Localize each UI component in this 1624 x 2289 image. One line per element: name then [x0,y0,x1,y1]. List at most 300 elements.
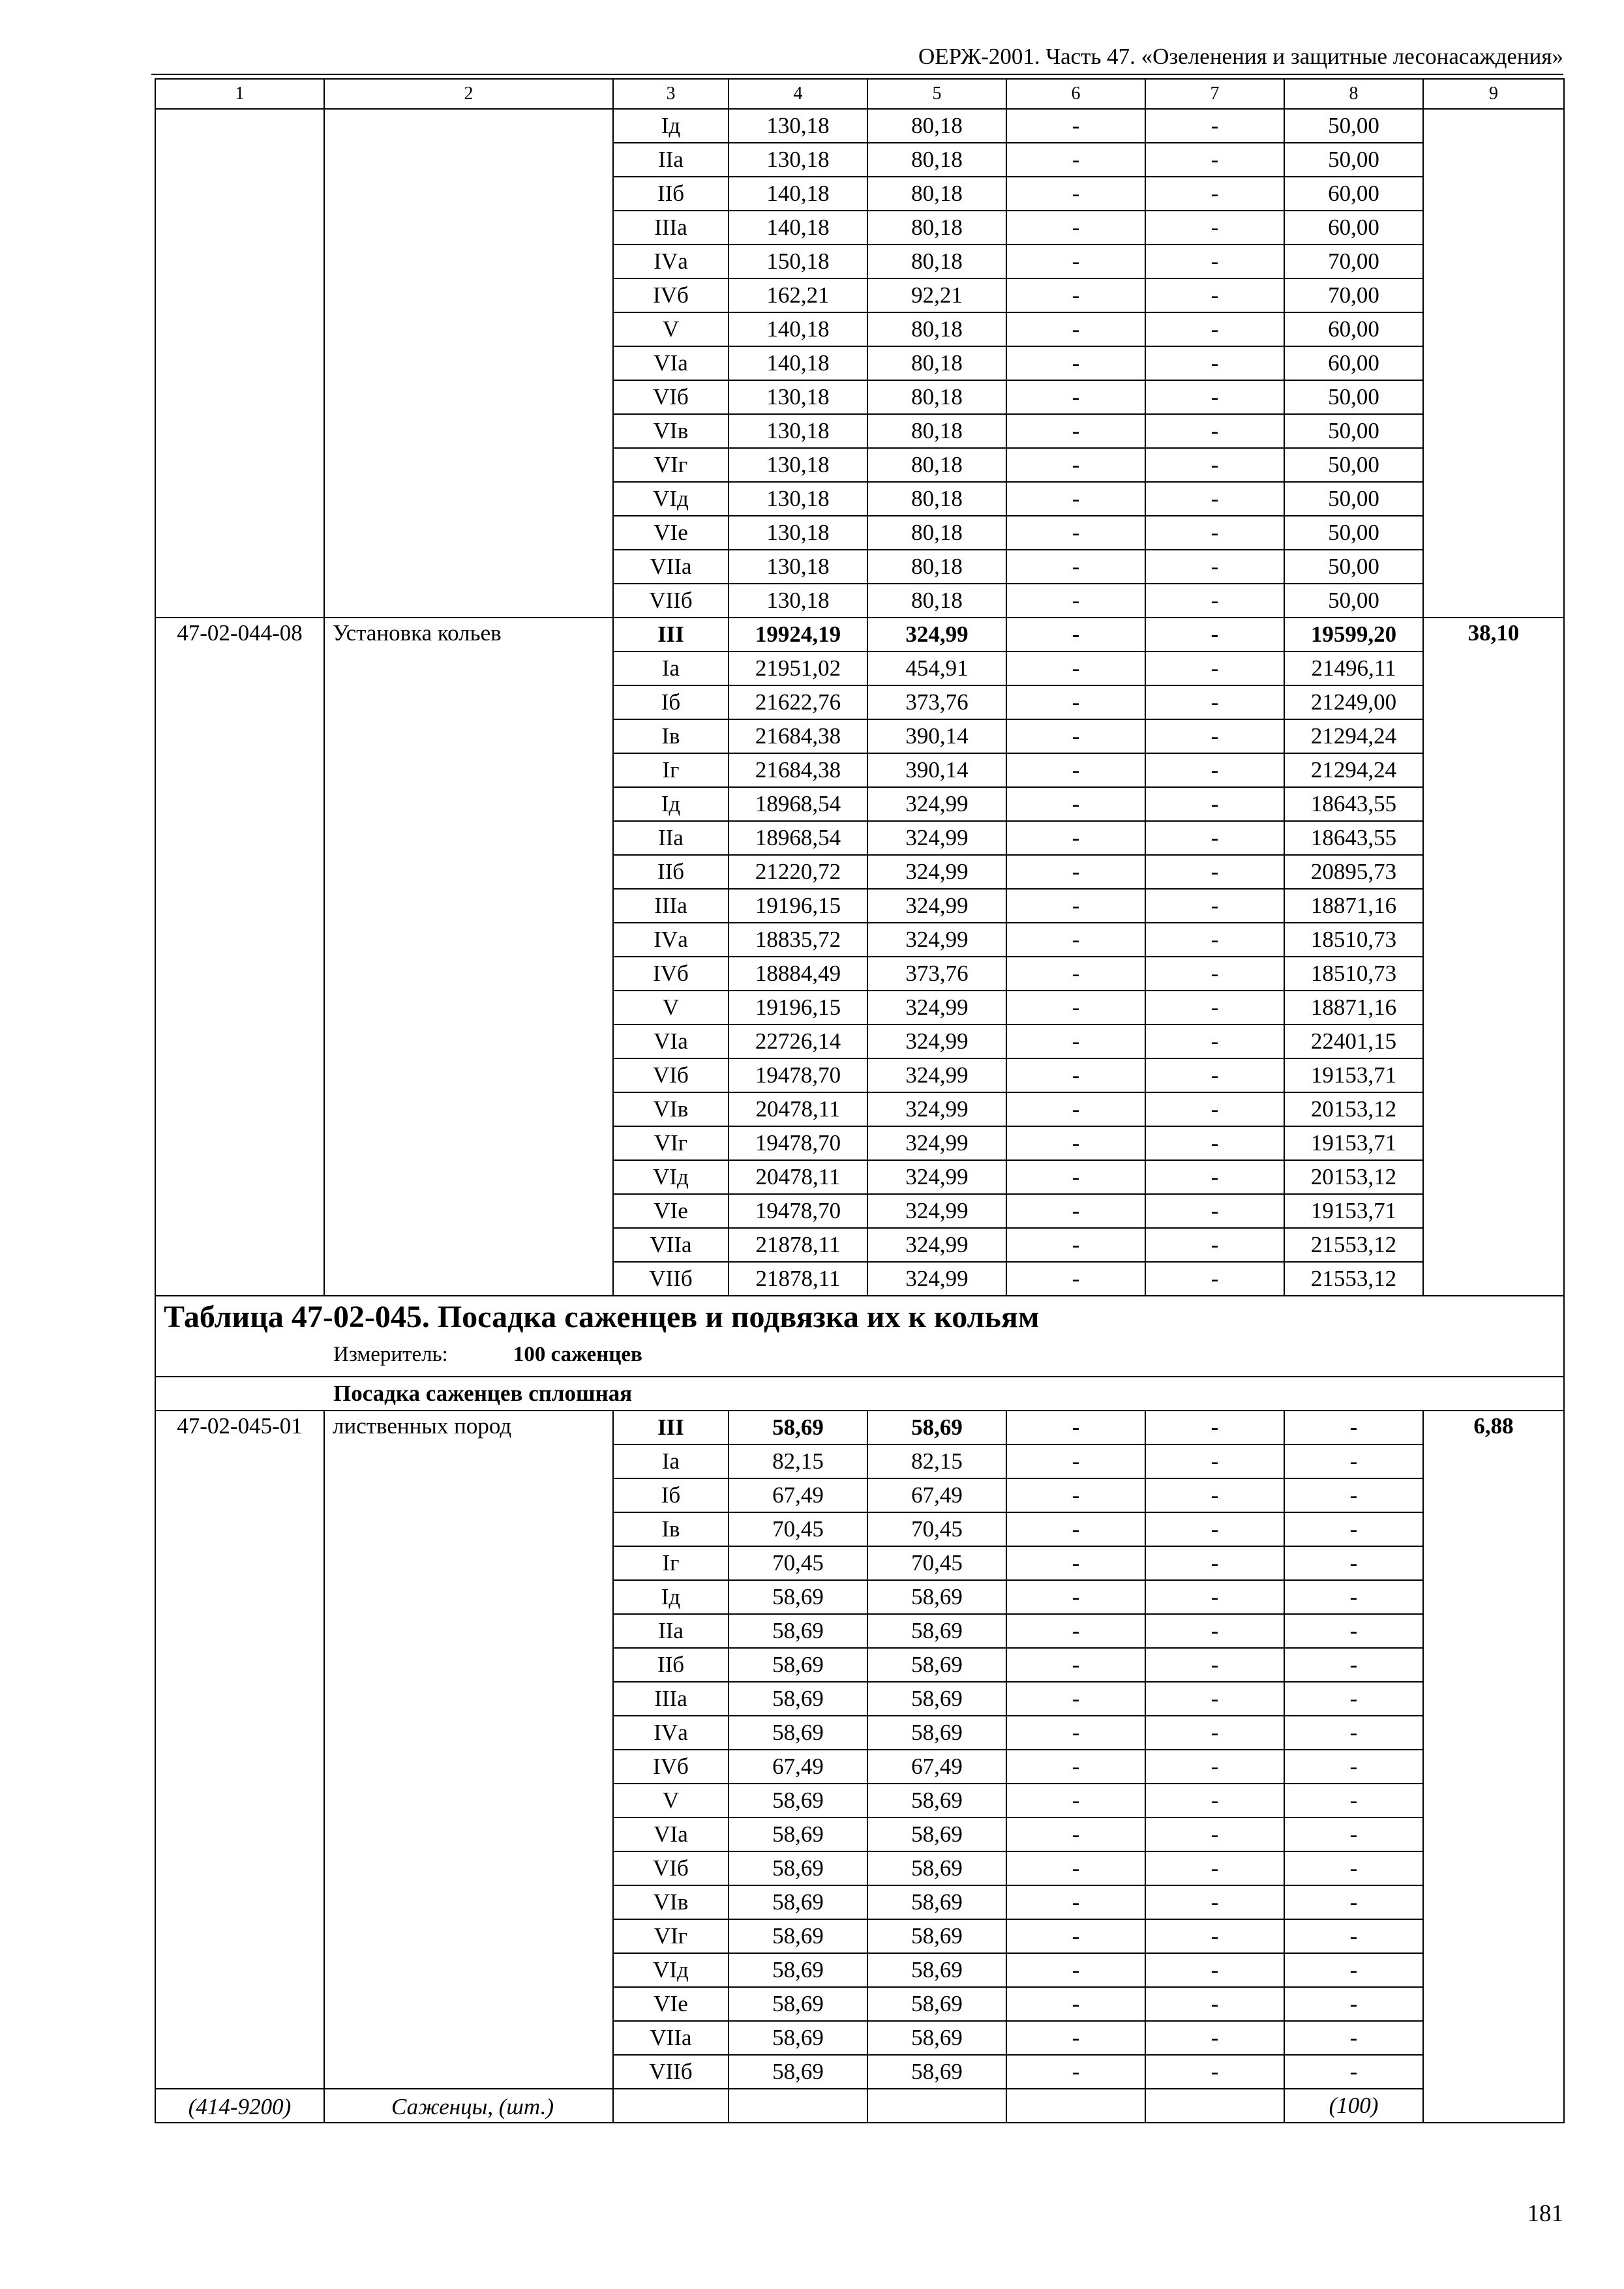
column-number: 1 [155,79,324,109]
column-number: 9 [1423,79,1564,109]
code-cell: 47-02-045-01 [155,1411,324,2089]
value-cell: - [1006,380,1145,414]
value-cell: - [1145,1025,1284,1058]
value-cell: - [1284,1614,1423,1648]
value-cell: 58,69 [729,1987,867,2021]
value-cell: - [1145,380,1284,414]
value-cell: 50,00 [1284,584,1423,618]
value-cell: 50,00 [1284,414,1423,448]
value-cell: 21294,24 [1284,753,1423,787]
value-cell: 80,18 [867,245,1006,278]
zone-cell: VIIб [613,2055,729,2089]
value-cell: - [1006,1512,1145,1546]
zone-cell: Iв [613,719,729,753]
value-cell: 18884,49 [729,957,867,991]
value-cell: 19599,20 [1284,618,1423,651]
value-cell: - [1006,1919,1145,1953]
value-cell: 80,18 [867,448,1006,482]
measure-line [156,1338,1563,1371]
value-cell: 58,69 [729,2021,867,2055]
value-cell: 324,99 [867,923,1006,957]
value-cell: - [1006,821,1145,855]
value-cell: - [1006,719,1145,753]
zone-cell: IIб [613,1648,729,1682]
value-cell: 58,69 [867,1614,1006,1648]
table-body [155,79,1564,2123]
zone-cell: VIд [613,1953,729,1987]
value-cell: 80,18 [867,346,1006,380]
value-cell: - [1145,143,1284,177]
value-cell: 20153,12 [1284,1160,1423,1194]
value-cell: - [1006,312,1145,346]
value-cell: - [1145,957,1284,991]
value-cell: - [1006,1987,1145,2021]
zone-cell: IIIа [613,1682,729,1716]
value-cell: - [1284,1716,1423,1750]
value-cell: - [1006,516,1145,550]
empty-cell [1145,2089,1284,2123]
value-cell: 324,99 [867,855,1006,889]
value-cell: 50,00 [1284,143,1423,177]
value-cell: 58,69 [867,1682,1006,1716]
value-cell: - [1145,1262,1284,1296]
value-cell: - [1145,1092,1284,1126]
value-cell: 58,69 [867,1885,1006,1919]
value-cell: 130,18 [729,380,867,414]
zone-cell: V [613,1784,729,1818]
value-cell: 20153,12 [1284,1092,1423,1126]
empty-cell [1006,2089,1145,2123]
table-title-row [155,1296,1564,1377]
value-cell: 21684,38 [729,719,867,753]
value-cell: 58,69 [867,1987,1006,2021]
value-cell: 58,69 [867,1953,1006,1987]
value-cell: - [1145,211,1284,245]
value-cell: 21878,11 [729,1228,867,1262]
value-cell: 21249,00 [1284,685,1423,719]
subheading-row [155,1377,1564,1411]
value-cell: 140,18 [729,346,867,380]
value-cell: - [1006,278,1145,312]
value-cell: 58,69 [729,1919,867,1953]
value-cell: - [1006,1546,1145,1580]
zone-cell: Iв [613,1512,729,1546]
value-cell: 80,18 [867,109,1006,143]
value-cell: 58,69 [867,1818,1006,1851]
zone-cell: III [613,1411,729,1444]
value-cell: 58,69 [729,1716,867,1750]
col9-cell [1423,109,1564,618]
value-cell: - [1284,1818,1423,1851]
value-cell: 80,18 [867,380,1006,414]
value-cell: - [1145,109,1284,143]
value-cell: - [1284,2055,1423,2089]
resource-name: Саженцы, (шт.) [324,2089,613,2123]
value-cell: 22726,14 [729,1025,867,1058]
value-cell: - [1284,1987,1423,2021]
value-cell: - [1145,1058,1284,1092]
value-cell: - [1145,2055,1284,2089]
value-cell: 80,18 [867,414,1006,448]
value-cell: - [1006,1126,1145,1160]
value-cell: 324,99 [867,1228,1006,1262]
value-cell: 324,99 [867,1126,1006,1160]
value-cell: - [1284,1478,1423,1512]
empty-cell [613,2089,729,2123]
value-cell: 80,18 [867,211,1006,245]
value-cell: 58,69 [729,1411,867,1444]
value-cell: - [1006,414,1145,448]
value-cell: 60,00 [1284,346,1423,380]
value-cell: - [1006,618,1145,651]
value-cell: - [1284,1648,1423,1682]
value-cell: - [1145,618,1284,651]
value-cell: 50,00 [1284,109,1423,143]
value-cell: 373,76 [867,685,1006,719]
value-cell: - [1145,1919,1284,1953]
value-cell: 58,69 [729,1682,867,1716]
value-cell: 130,18 [729,414,867,448]
zone-cell: VIIб [613,1262,729,1296]
value-cell: - [1284,1512,1423,1546]
value-cell: 18835,72 [729,923,867,957]
zone-cell: V [613,991,729,1025]
value-cell: 60,00 [1284,312,1423,346]
zone-cell: IVб [613,1750,729,1784]
value-cell: 20478,11 [729,1160,867,1194]
column-number: 4 [729,79,867,109]
value-cell: 58,69 [729,1885,867,1919]
value-cell: 50,00 [1284,482,1423,516]
value-cell: - [1006,1885,1145,1919]
value-cell: - [1145,821,1284,855]
value-cell: - [1006,1058,1145,1092]
value-cell: - [1006,889,1145,923]
value-cell: - [1006,448,1145,482]
col9-cell: 38,10 [1423,618,1564,1296]
zone-cell: VIе [613,516,729,550]
zone-cell: VIб [613,1058,729,1092]
value-cell: - [1145,1750,1284,1784]
value-cell: - [1145,1851,1284,1885]
value-cell: 67,49 [729,1478,867,1512]
value-cell: - [1145,1953,1284,1987]
value-cell: 20478,11 [729,1092,867,1126]
measure-value: 100 саженцев [513,1343,642,1366]
zone-cell: VIIа [613,550,729,584]
value-cell: - [1284,1682,1423,1716]
value-cell: - [1284,1411,1423,1444]
zone-cell: VIв [613,1885,729,1919]
empty-cell [729,2089,867,2123]
value-cell: - [1145,448,1284,482]
column-number: 3 [613,79,729,109]
measure-label: Измеритель: [333,1343,448,1366]
name-cell: лиственных пород [324,1411,613,2089]
code-cell [155,109,324,618]
resource-quantity: (100) [1284,2089,1423,2123]
value-cell: 21684,38 [729,753,867,787]
value-cell: - [1006,1025,1145,1058]
value-cell: - [1145,1818,1284,1851]
value-cell: 82,15 [867,1444,1006,1478]
value-cell: - [1006,1262,1145,1296]
value-cell: - [1006,245,1145,278]
value-cell: - [1284,1444,1423,1478]
value-cell: 140,18 [729,177,867,211]
value-cell: 324,99 [867,1194,1006,1228]
zone-cell: VIг [613,448,729,482]
value-cell: - [1006,211,1145,245]
value-cell: - [1145,1716,1284,1750]
value-cell: - [1006,1750,1145,1784]
zone-cell: Iд [613,109,729,143]
value-cell: 92,21 [867,278,1006,312]
value-cell: 21220,72 [729,855,867,889]
value-cell: 80,18 [867,584,1006,618]
zone-cell: VIб [613,380,729,414]
zone-cell: Iд [613,1580,729,1614]
zone-cell: VIа [613,346,729,380]
value-cell: 58,69 [729,1648,867,1682]
zone-cell: VIIб [613,584,729,618]
value-cell: - [1006,2055,1145,2089]
value-cell: - [1145,1648,1284,1682]
empty-cell [867,2089,1006,2123]
value-cell: 19153,71 [1284,1194,1423,1228]
value-cell: - [1006,584,1145,618]
value-cell: 324,99 [867,889,1006,923]
value-cell: 80,18 [867,143,1006,177]
value-cell: - [1145,1160,1284,1194]
value-cell: 324,99 [867,1262,1006,1296]
column-number: 7 [1145,79,1284,109]
value-cell: - [1145,2021,1284,2055]
value-cell: 19153,71 [1284,1126,1423,1160]
value-cell: 454,91 [867,651,1006,685]
value-cell: - [1006,1160,1145,1194]
value-cell: 50,00 [1284,550,1423,584]
resource-row [155,2089,1564,2123]
value-cell: - [1145,685,1284,719]
value-cell: 70,45 [867,1512,1006,1546]
value-cell: - [1145,1126,1284,1160]
zone-cell: VIа [613,1818,729,1851]
value-cell: 324,99 [867,991,1006,1025]
value-cell: - [1145,482,1284,516]
value-cell: 18510,73 [1284,923,1423,957]
value-cell: - [1145,1411,1284,1444]
zone-cell: IVб [613,957,729,991]
value-cell: 58,69 [867,1784,1006,1818]
value-cell: - [1006,346,1145,380]
value-cell: 19478,70 [729,1194,867,1228]
value-cell: - [1145,651,1284,685]
value-cell: - [1006,1444,1145,1478]
value-cell: 70,45 [729,1546,867,1580]
table-title: Таблица 47-02-045. Посадка саженцев и подвязка их к кольям [164,1300,1040,1334]
value-cell: - [1284,1546,1423,1580]
value-cell: - [1006,1478,1145,1512]
value-cell: 324,99 [867,821,1006,855]
value-cell: - [1284,1784,1423,1818]
value-cell: 324,99 [867,1092,1006,1126]
zone-cell: VIIа [613,2021,729,2055]
zone-cell: III [613,618,729,651]
value-cell: - [1145,1987,1284,2021]
value-cell: 58,69 [867,1919,1006,1953]
value-cell: - [1006,482,1145,516]
zone-cell: IIIа [613,211,729,245]
value-cell: - [1006,1682,1145,1716]
value-cell: 58,69 [729,1851,867,1885]
value-cell: 150,18 [729,245,867,278]
zone-cell: V [613,312,729,346]
value-cell: 324,99 [867,787,1006,821]
value-cell: 80,18 [867,312,1006,346]
zone-cell: IIб [613,177,729,211]
value-cell: 22401,15 [1284,1025,1423,1058]
zone-cell: VIе [613,1987,729,2021]
zone-cell: VIг [613,1126,729,1160]
value-cell: 390,14 [867,719,1006,753]
value-cell: 58,69 [867,1851,1006,1885]
value-cell: - [1006,1194,1145,1228]
value-cell: 58,69 [867,1580,1006,1614]
value-cell: - [1145,753,1284,787]
col9-cell: 6,88 [1423,1411,1564,2123]
value-cell: 324,99 [867,1025,1006,1058]
value-cell: - [1006,1092,1145,1126]
value-cell: - [1145,346,1284,380]
value-cell: - [1284,1580,1423,1614]
value-cell: 80,18 [867,177,1006,211]
value-cell: 58,69 [867,2021,1006,2055]
value-cell: - [1006,1228,1145,1262]
header-rule [151,74,1563,75]
value-cell: - [1284,1953,1423,1987]
value-cell: 58,69 [729,1784,867,1818]
value-cell: - [1006,1411,1145,1444]
zone-cell: VIд [613,482,729,516]
value-cell: 19924,19 [729,618,867,651]
value-cell: - [1145,1784,1284,1818]
zone-cell: VIд [613,1160,729,1194]
zone-cell: IIа [613,821,729,855]
column-number: 8 [1284,79,1423,109]
zone-cell: IIа [613,143,729,177]
rates-table [155,78,1565,2123]
value-cell: 20895,73 [1284,855,1423,889]
value-cell: - [1145,1444,1284,1478]
value-cell: - [1145,1228,1284,1262]
value-cell: - [1284,2021,1423,2055]
value-cell: - [1145,312,1284,346]
table-row [155,109,1564,143]
value-cell: - [1006,1851,1145,1885]
value-cell: 70,45 [867,1546,1006,1580]
zone-cell: Iб [613,1478,729,1512]
zone-cell: VIв [613,414,729,448]
zone-cell: VIг [613,1919,729,1953]
value-cell: - [1145,516,1284,550]
column-number-row [155,79,1564,109]
value-cell: 390,14 [867,753,1006,787]
value-cell: 18871,16 [1284,991,1423,1025]
table-row [155,618,1564,651]
value-cell: - [1284,1919,1423,1953]
value-cell: - [1284,1851,1423,1885]
value-cell: - [1145,550,1284,584]
value-cell: - [1284,1750,1423,1784]
value-cell: - [1145,1614,1284,1648]
value-cell: 67,49 [867,1750,1006,1784]
resource-code: (414-9200) [155,2089,324,2123]
value-cell: - [1006,923,1145,957]
value-cell: - [1145,245,1284,278]
value-cell: 373,76 [867,957,1006,991]
value-cell: 130,18 [729,516,867,550]
subheading-cell [155,1377,1564,1411]
value-cell: 18968,54 [729,787,867,821]
value-cell: 21951,02 [729,651,867,685]
value-cell: - [1006,550,1145,584]
value-cell: - [1145,787,1284,821]
value-cell: 19478,70 [729,1126,867,1160]
zone-cell: IIб [613,855,729,889]
value-cell: - [1006,1614,1145,1648]
zone-cell: IIа [613,1614,729,1648]
value-cell: - [1006,1784,1145,1818]
value-cell: 18871,16 [1284,889,1423,923]
zone-cell: VIб [613,1851,729,1885]
column-number: 6 [1006,79,1145,109]
value-cell: 70,00 [1284,245,1423,278]
zone-cell: IVб [613,278,729,312]
value-cell: 140,18 [729,211,867,245]
name-cell [324,109,613,618]
value-cell: - [1145,278,1284,312]
value-cell: 19196,15 [729,889,867,923]
value-cell: 21622,76 [729,685,867,719]
zone-cell: IVа [613,245,729,278]
value-cell: - [1006,753,1145,787]
value-cell: 58,69 [867,1716,1006,1750]
value-cell: - [1006,143,1145,177]
value-cell: 162,21 [729,278,867,312]
value-cell: - [1006,1818,1145,1851]
name-cell: Установка кольев [324,618,613,1296]
zone-cell: Iа [613,1444,729,1478]
value-cell: 140,18 [729,312,867,346]
value-cell: 58,69 [867,2055,1006,2089]
value-cell: 58,69 [867,1648,1006,1682]
value-cell: 58,69 [729,1953,867,1987]
value-cell: 70,00 [1284,278,1423,312]
value-cell: 130,18 [729,448,867,482]
value-cell: 21496,11 [1284,651,1423,685]
value-cell: - [1145,177,1284,211]
value-cell: - [1145,584,1284,618]
value-cell: 324,99 [867,1160,1006,1194]
value-cell: 50,00 [1284,516,1423,550]
value-cell: 18643,55 [1284,821,1423,855]
value-cell: - [1145,1682,1284,1716]
value-cell: 19153,71 [1284,1058,1423,1092]
value-cell: 324,99 [867,1058,1006,1092]
zone-cell: Iг [613,1546,729,1580]
value-cell: 58,69 [729,1614,867,1648]
